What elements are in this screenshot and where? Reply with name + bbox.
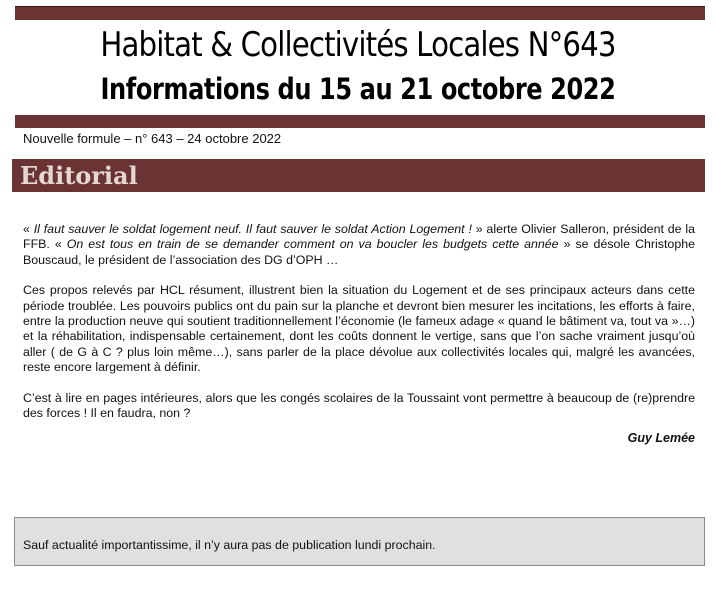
editorial-paragraph-3: C’est à lire en pages intérieures, alors que les congés scolaires de la Toussaint vont permettre à beaucoup de (re)prendre des forces ! Il en faudra, non ? [23, 390, 695, 421]
newsletter-subtitle: Informations du 15 au 21 octobre 2022 [100, 72, 616, 106]
quote-attribution-2: » se désole Christophe Bouscaud, le président de l’association des DG d’OPH … [23, 237, 695, 267]
editorial-paragraph-2: Ces propos relevés par HCL résument, illustrent bien la situation du Logement et de ses principaux acteurs dans cette période troublée. Les pouvoirs publics ont du pain sur la planche et devront bien mesurer les incitations, les efforts à faire, entre la production neuve qui soutient traditionnellement l’économie (le fameux adage « quand le bâtiment va, tout va »…) et la réhabilitation, indispensable certainement, dont les coûts donnent le vertige, sans que l’on sache vraiment jusqu’où aller ( de G à C ? plus loin même…), sans parler de la place dévolue aux collectivités locales qui, malgré les avancées, reste encore largement à définir. [23, 283, 695, 375]
newsletter-title: Habitat & Collectivités Locales N°643 [100, 25, 616, 65]
section-title: Editorial [20, 161, 138, 190]
section-header-editorial [12, 159, 705, 192]
notice-box [14, 517, 705, 566]
quote-bouscaud: On est tous en train de se demander comment on va boucler les budgets cette année [66, 237, 559, 252]
quote-salleron: Il faut sauver le soldat logement neuf. Il faut sauver le soldat Action Logement ! [33, 222, 472, 236]
quote-attribution-1: » alerte Olivier Salleron, président de la FFB. « [23, 222, 695, 252]
top-divider-bar [15, 6, 705, 20]
quote-open: « [23, 222, 34, 236]
notice-text: Sauf actualité importantissime, il n’y aura pas de publication lundi prochain. [23, 538, 436, 552]
header-divider-bar [15, 115, 705, 128]
issue-line: Nouvelle formule – n° 643 – 24 octobre 2022 [23, 131, 282, 146]
editorial-body [23, 222, 695, 436]
editorial-paragraph-1 [23, 222, 695, 268]
editorial-signature: Guy Lemée [627, 431, 695, 445]
